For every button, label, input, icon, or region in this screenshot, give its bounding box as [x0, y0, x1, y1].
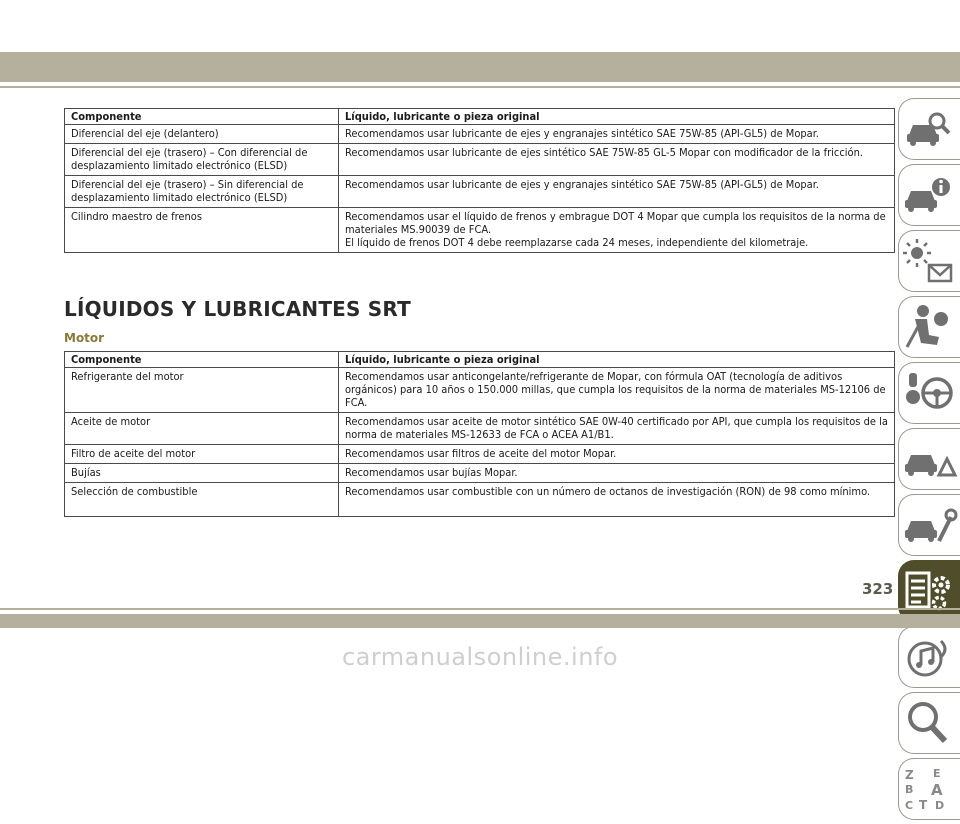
page-number: 323	[862, 580, 894, 598]
fluid-cell: Recomendamos usar aceite de motor sintético SAE 0W-40 certificado por API, que cumpla los requisitos de la norma de materiales MS-12633 de FCA o ACEA A1/B1.	[339, 413, 895, 445]
warning-lights-message-icon	[899, 231, 959, 291]
fluid-cell: Recomendamos usar bujías Mopar.	[339, 464, 895, 483]
fluid-cell: Recomendamos usar lubricante de ejes sintético SAE 75W-85 GL-5 Mopar con modificador de la fricción.	[339, 144, 895, 176]
table-row	[65, 445, 895, 464]
fluid-cell: Recomendamos usar lubricante de ejes y engranajes sintético SAE 75W-85 (API-GL5) de Mopar.	[339, 176, 895, 208]
component-cell: Refrigerante del motor	[65, 368, 339, 413]
fluid-cell: Recomendamos usar combustible con un número de octanos de investigación (RON) de 98 como mínimo.	[339, 483, 895, 517]
index-letter: T	[919, 798, 928, 812]
fluid-cell: Recomendamos usar anticongelante/refrigerante de Mopar, con fórmula OAT (tecnología de aditivos orgánicos) para 10 años o 150.000 millas, que cumpla los requisitos de la norma de materiales MS-12106 de FCA.	[339, 368, 895, 413]
column-header-component: Componente	[65, 352, 339, 368]
tab-vehicle-info[interactable]	[898, 164, 960, 226]
column-header-fluid: Líquido, lubricante o pieza original	[339, 109, 895, 125]
alphabetical-index-icon	[899, 759, 959, 819]
tab-technical-specifications[interactable]	[898, 560, 960, 622]
tab-index[interactable]	[898, 758, 960, 820]
fluids-table-engine	[64, 351, 895, 517]
table-row	[65, 464, 895, 483]
car-wrench-icon	[899, 495, 959, 555]
table-row	[65, 208, 895, 253]
search-magnifier-icon	[899, 693, 959, 753]
section-subtitle: Motor	[64, 331, 105, 345]
tab-search[interactable]	[898, 692, 960, 754]
footer-band	[0, 614, 960, 628]
table-header-row	[65, 109, 895, 125]
column-header-fluid: Líquido, lubricante o pieza original	[339, 352, 895, 368]
fluid-cell: Recomendamos usar filtros de aceite del motor Mopar.	[339, 445, 895, 464]
component-cell: Diferencial del eje (delantero)	[65, 125, 339, 144]
header-band	[0, 52, 960, 82]
component-cell: Cilindro maestro de frenos	[65, 208, 339, 253]
steering-wheel-key-icon	[899, 363, 959, 423]
column-header-component: Componente	[65, 109, 339, 125]
tab-servicing[interactable]	[898, 494, 960, 556]
index-letter: E	[933, 767, 941, 780]
tab-emergency[interactable]	[898, 428, 960, 490]
fluid-cell: Recomendamos usar lubricante de ejes y engranajes sintético SAE 75W-85 (API-GL5) de Mopar.	[339, 125, 895, 144]
specifications-gear-icon	[899, 561, 959, 621]
index-letter: C	[905, 799, 914, 812]
component-cell: Aceite de motor	[65, 413, 339, 445]
tab-safety[interactable]	[898, 296, 960, 358]
table-row	[65, 125, 895, 144]
component-cell: Filtro de aceite del motor	[65, 445, 339, 464]
tab-car-inspection[interactable]	[898, 98, 960, 160]
section-title: LÍQUIDOS Y LUBRICANTES SRT	[64, 297, 411, 321]
fluid-line: El líquido de frenos DOT 4 debe reemplazarse cada 24 meses, independiente del kilometraje.	[345, 236, 809, 249]
tab-starting-operating[interactable]	[898, 362, 960, 424]
header-rule	[0, 86, 960, 88]
component-cell: Diferencial del eje (trasero) – Con diferencial de desplazamiento limitado electrónico (ELSD)	[65, 144, 339, 176]
chapter-tabs	[898, 98, 960, 824]
car-info-icon	[899, 165, 959, 225]
index-letter: Z	[905, 768, 914, 782]
table-row	[65, 144, 895, 176]
table-row	[65, 413, 895, 445]
fluid-line: Recomendamos usar el líquido de frenos y embrague DOT 4 Mopar que cumpla los requisitos de la norma de materiales MS.90039 de FCA.	[345, 210, 886, 236]
footer-rule	[0, 608, 960, 610]
car-warning-triangle-icon	[899, 429, 959, 489]
component-cell: Diferencial del eje (trasero) – Sin diferencial de desplazamiento limitado electrónico (ELSD)	[65, 176, 339, 208]
fluids-table-general	[64, 108, 895, 253]
fluid-cell	[339, 208, 895, 253]
tab-warning-lights[interactable]	[898, 230, 960, 292]
table-row	[65, 483, 895, 517]
table-row	[65, 368, 895, 413]
car-magnifier-icon	[899, 99, 959, 159]
index-letter: D	[935, 799, 945, 812]
index-letter: A	[931, 781, 943, 799]
watermark: carmanualsonline.info	[341, 643, 619, 671]
component-cell: Bujías	[65, 464, 339, 483]
component-cell: Selección de combustible	[65, 483, 339, 517]
seat-airbag-icon	[899, 297, 959, 357]
index-letter: B	[905, 783, 914, 796]
table-header-row	[65, 352, 895, 368]
table-row	[65, 176, 895, 208]
